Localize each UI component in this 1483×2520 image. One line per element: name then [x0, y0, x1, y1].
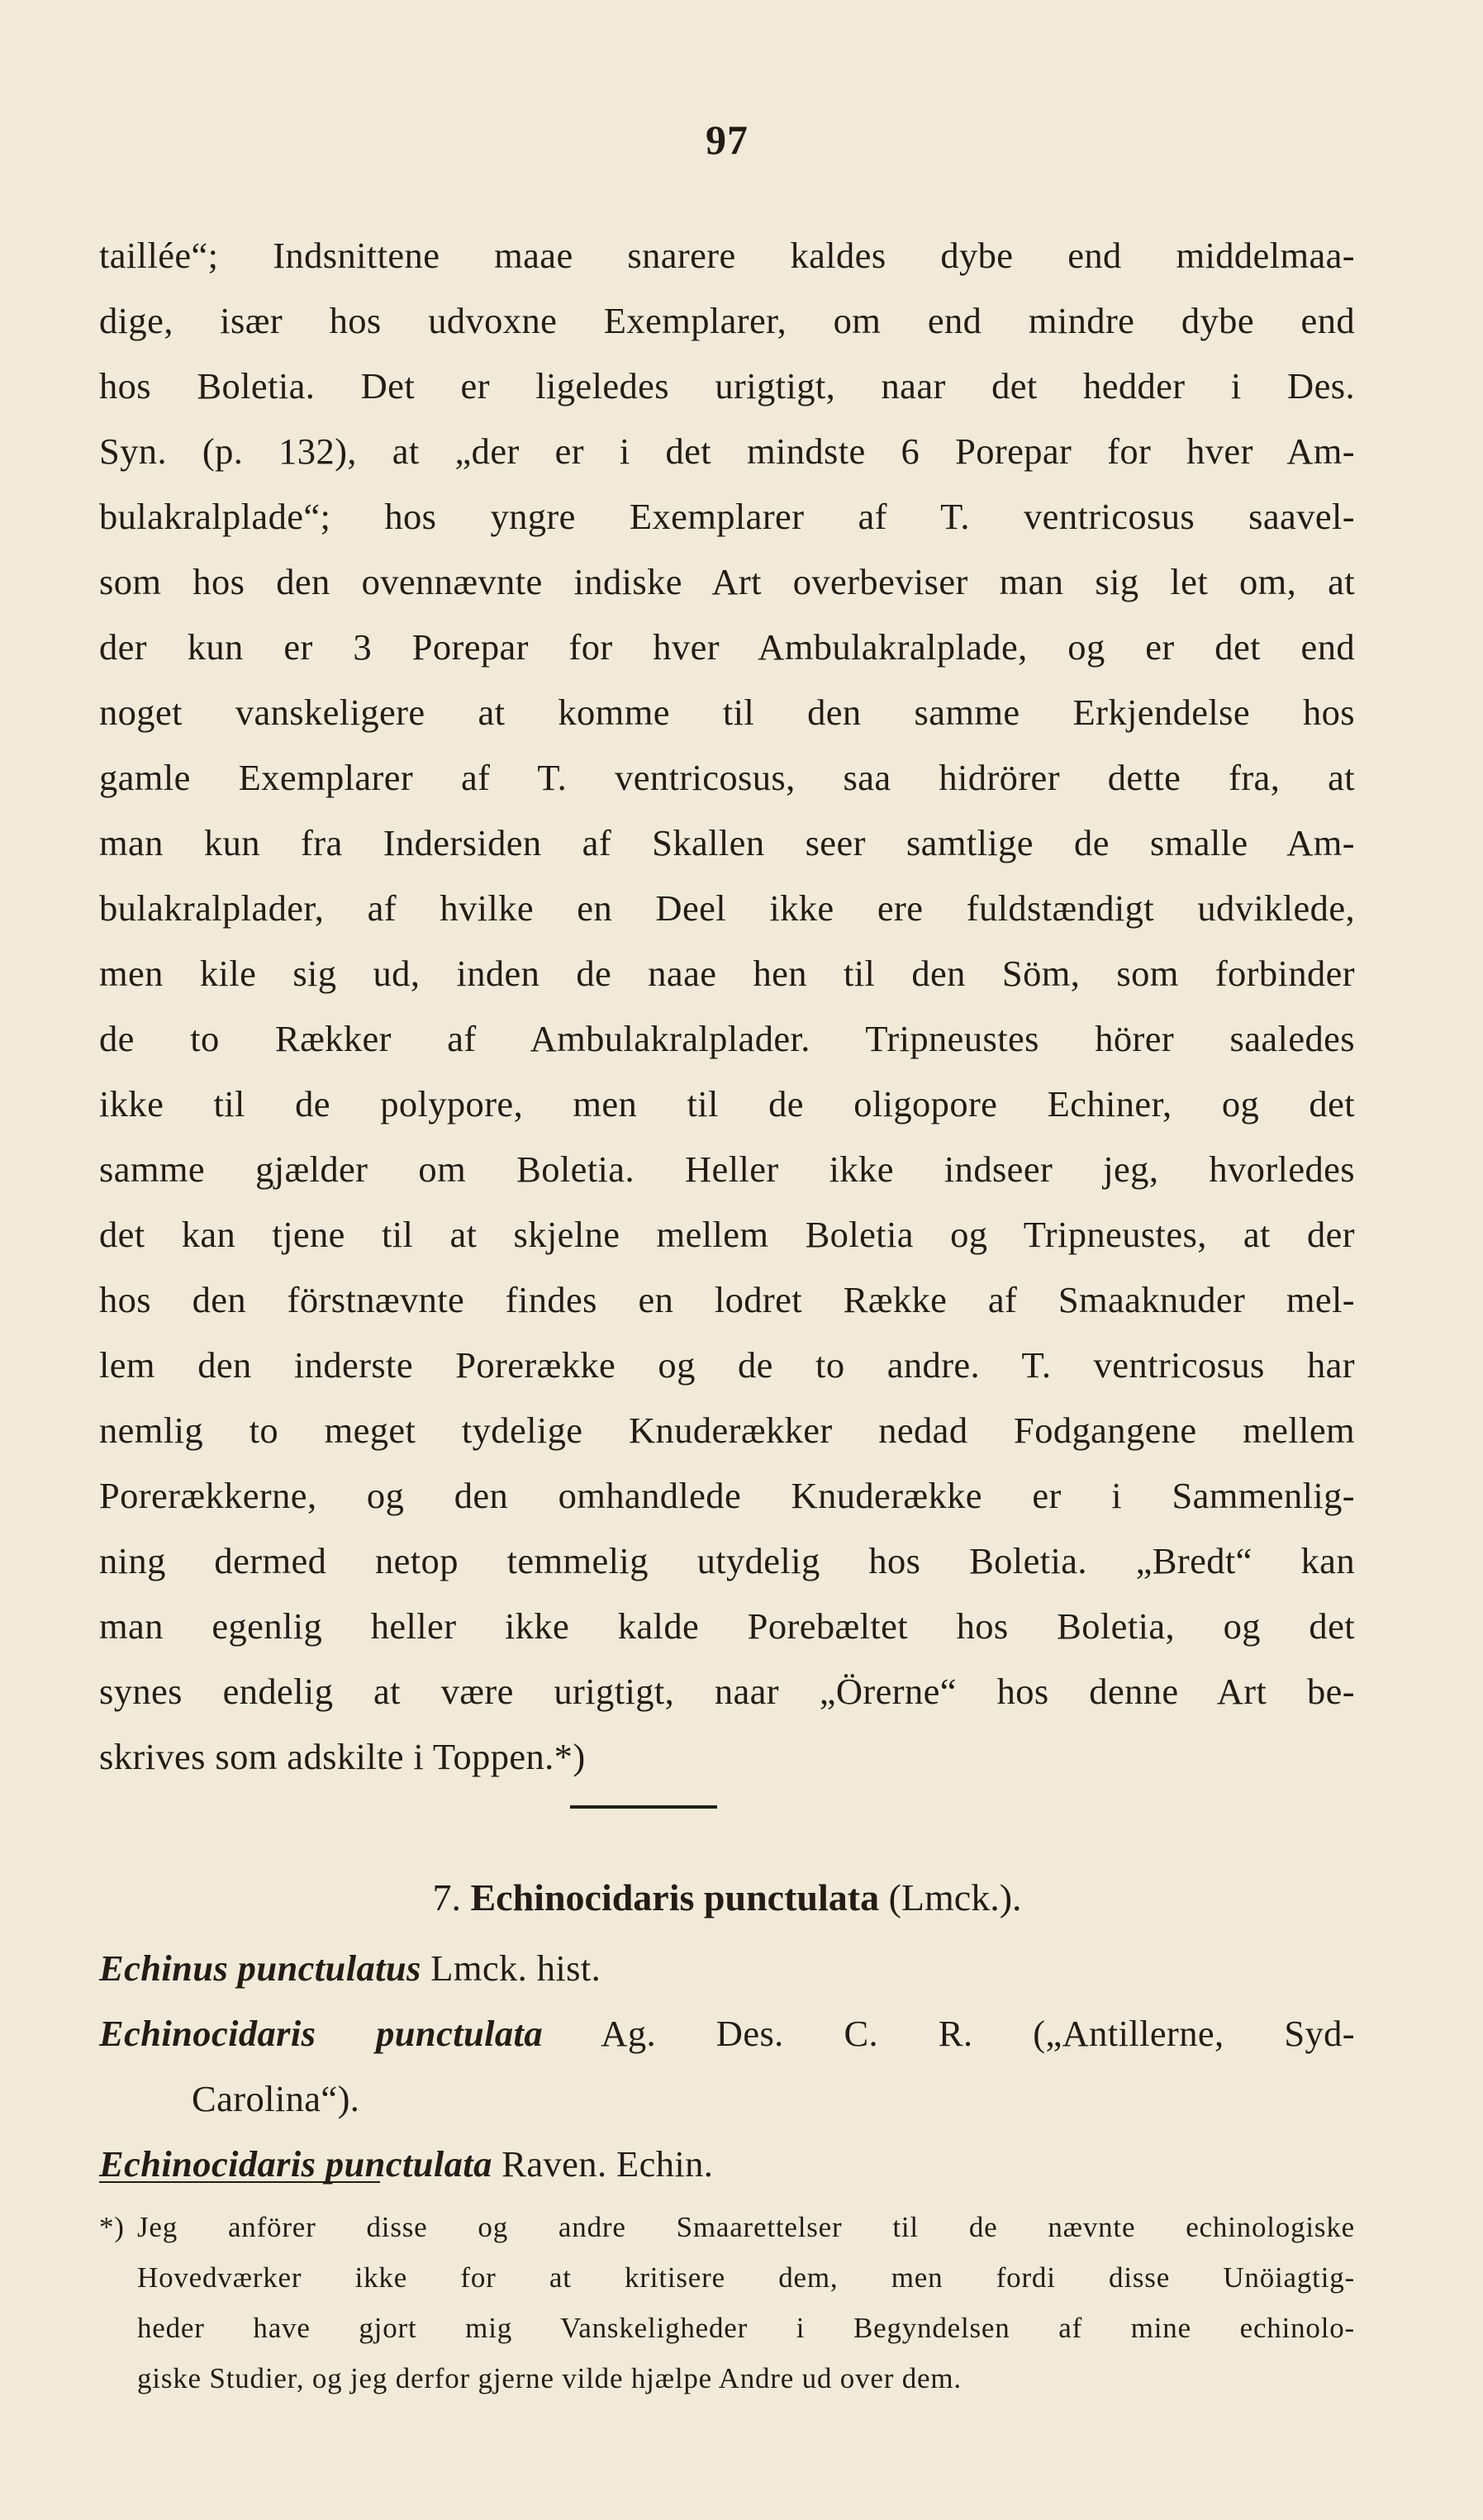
text-line: de to Rækker af Ambulakralplader. Tripneustes hörer saaledes [99, 1018, 1355, 1059]
footnote-divider [99, 2181, 380, 2183]
synonym-entry [99, 1936, 1355, 2001]
text-line: Porerækkerne, og den omhandlede Knuderække er i Sammenlig- [99, 1475, 1355, 1516]
synonym-ref: Ag. Des. C. R. [601, 2013, 973, 2054]
synonym-note: („Antillerne, Syd- [1033, 2013, 1355, 2054]
section-title: Echinocidaris punctulata [470, 1876, 880, 1919]
text-line: skrives som adskilte i Toppen.*) [99, 1736, 586, 1777]
synonym-name: Echinocidaris punctulata [99, 2013, 543, 2054]
synonym-name: Echinocidaris punctulata [99, 2143, 492, 2185]
section-heading [99, 1861, 1355, 1935]
synonym-entry [99, 2132, 1355, 2197]
text-line: ikke til de polypore, men til de oligopore Echiner, og det [99, 1083, 1355, 1124]
footnote-marker: *) [99, 2211, 125, 2243]
synonym-name: Echinus punctulatus [99, 1947, 421, 1989]
page-number: 97 [706, 116, 749, 163]
text-line: dige, især hos udvoxne Exemplarer, om end mindre dybe end [99, 300, 1355, 341]
text-line: taillée“; Indsnittene maae snarere kaldes dybe end middelmaa- [99, 235, 1355, 276]
synonym-list [99, 1936, 1355, 2197]
book-page [99, 0, 1355, 2520]
text-line: der kun er 3 Porepar for hver Ambulakralplade, og er det end [99, 626, 1355, 668]
footnote-line: Hovedværker ikke for at kritisere dem, men fordi disse Unöiagtig- [137, 2261, 1355, 2294]
text-line: Syn. (p. 132), at „der er i det mindste 6 Porepar for hver Am- [99, 430, 1355, 472]
text-line: man kun fra Indersiden af Skallen seer samtlige de smalle Am- [99, 822, 1355, 863]
synonym-ref: Raven. Echin. [501, 2143, 714, 2185]
text-line: bulakralplade“; hos yngre Exemplarer af T. ventricosus saavel- [99, 496, 1355, 537]
footnote-line [99, 2202, 1355, 2252]
text-line: bulakralplader, af hvilke en Deel ikke ere fuldstændigt udviklede, [99, 887, 1355, 929]
synonym-ref: Lmck. hist. [430, 1947, 601, 1989]
text-line: noget vanskeligere at komme til den samme Erkjendelse hos [99, 692, 1355, 733]
footnote-line: heder have gjort mig Vanskeligheder i Begyndelsen af mine echinolo- [137, 2312, 1355, 2344]
main-text [99, 223, 1355, 1790]
text-line: nemlig to meget tydelige Knuderækker nedad Fodgangene mellem [99, 1410, 1355, 1451]
text-line: ning dermed netop temmelig utydelig hos Boletia. „Bredt“ kan [99, 1540, 1355, 1581]
section-divider [570, 1805, 717, 1809]
synonym-entry [99, 2001, 1355, 2066]
footnote [99, 2202, 1355, 2404]
text-line: som hos den ovennævnte indiske Art overbeviser man sig let om, at [99, 561, 1355, 602]
footnote-text: Jeg anförer disse og andre Smaarettelser til de nævnte echinologiske [137, 2211, 1355, 2243]
text-line: lem den inderste Porerække og de to andre. T. ventricosus har [99, 1344, 1355, 1386]
text-line: gamle Exemplarer af T. ventricosus, saa hidrörer dette fra, at [99, 757, 1355, 798]
text-line: hos Boletia. Det er ligeledes urigtigt, naar det hedder i Des. [99, 365, 1355, 407]
synonym-note-continuation: Carolina“). [192, 2078, 360, 2119]
section-authority: (Lmck.). [888, 1876, 1022, 1919]
section-number: 7. [432, 1876, 461, 1919]
text-line: det kan tjene til at skjelne mellem Boletia og Tripneustes, at der [99, 1214, 1355, 1255]
text-line: synes endelig at være urigtigt, naar „Örerne“ hos denne Art be- [99, 1671, 1355, 1712]
text-line: man egenlig heller ikke kalde Porebæltet hos Boletia, og det [99, 1605, 1355, 1647]
text-line: hos den förstnævnte findes en lodret Række af Smaaknuder mel- [99, 1279, 1355, 1320]
footnote-line: giske Studier, og jeg derfor gjerne vilde hjælpe Andre ud over dem. [137, 2362, 962, 2394]
text-line: men kile sig ud, inden de naae hen til den Söm, som forbinder [99, 953, 1355, 994]
text-line: samme gjælder om Boletia. Heller ikke indseer jeg, hvorledes [99, 1148, 1355, 1190]
